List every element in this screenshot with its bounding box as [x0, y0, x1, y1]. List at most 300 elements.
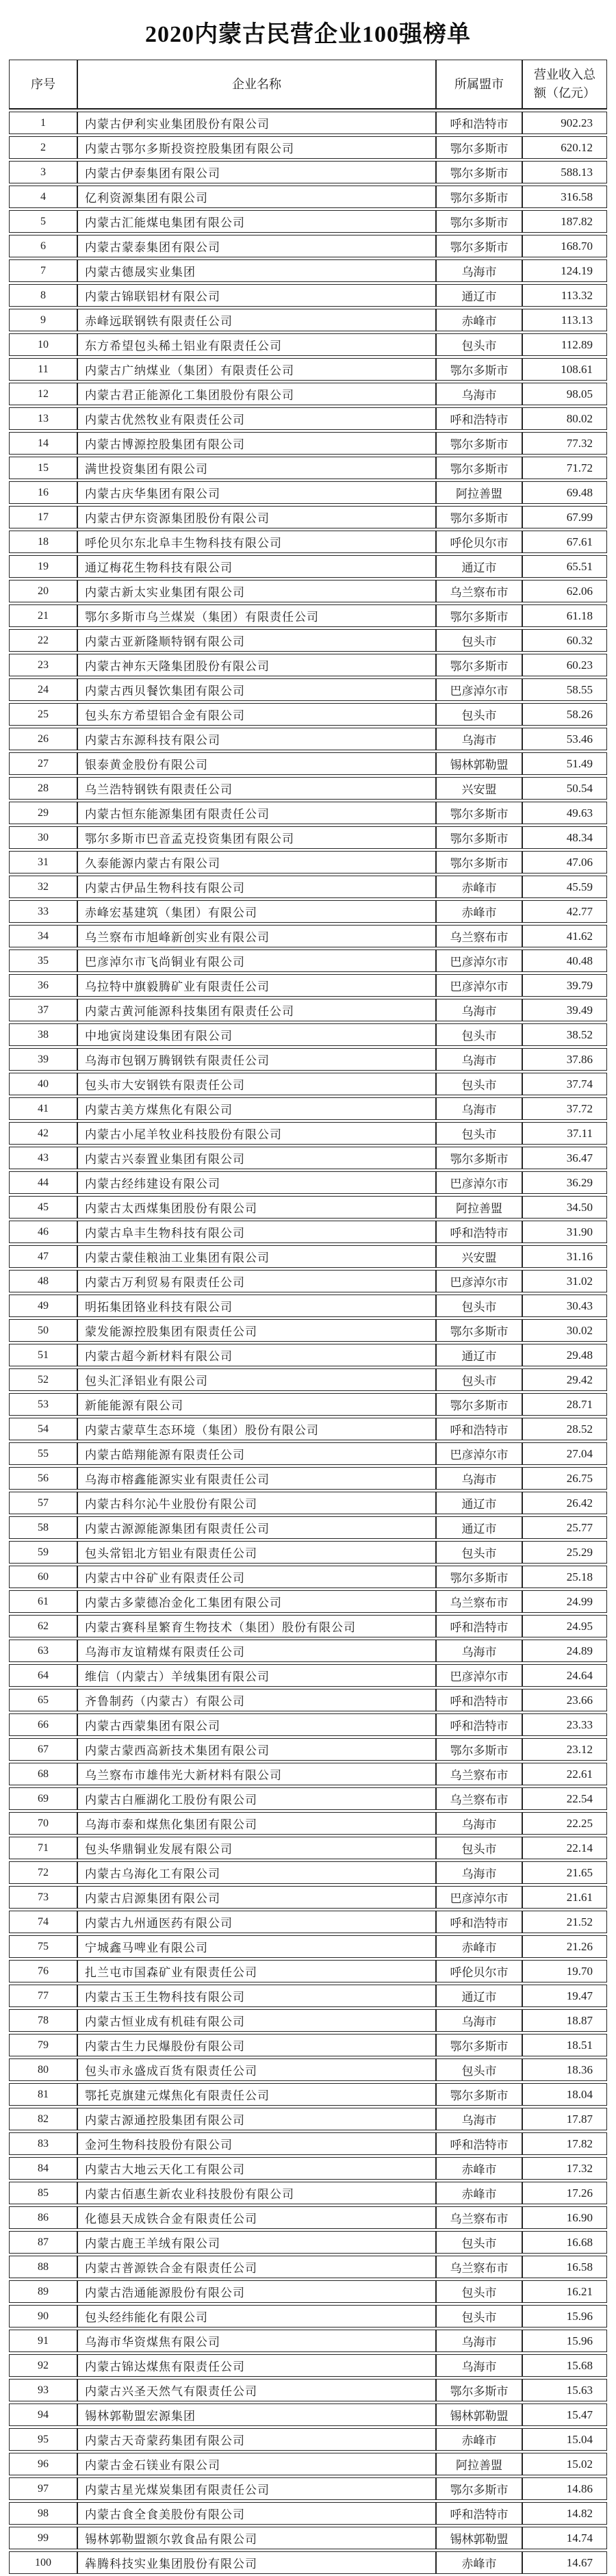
rank-cell: 8: [9, 284, 77, 307]
revenue-cell: 124.19: [522, 259, 607, 282]
rank-cell: 64: [9, 1664, 77, 1687]
revenue-cell: 316.58: [522, 186, 607, 208]
rank-cell: 96: [9, 2453, 77, 2475]
rank-cell: 39: [9, 1048, 77, 1071]
company-name-cell: 内蒙古科尔沁牛业股份有限公司: [77, 1492, 436, 1514]
revenue-cell: 69.48: [522, 481, 607, 504]
rank-cell: 68: [9, 1763, 77, 1785]
company-name-cell: 内蒙古阜丰生物科技有限公司: [77, 1221, 436, 1243]
city-cell: 呼和浩特市: [436, 407, 522, 430]
rank-cell: 93: [9, 2379, 77, 2401]
rank-cell: 16: [9, 481, 77, 504]
company-name-cell: 包头汇泽铝业有限公司: [77, 1368, 436, 1391]
city-cell: 鄂尔多斯市: [436, 1147, 522, 1169]
table-row: [9, 580, 607, 602]
rank-cell: 67: [9, 1738, 77, 1761]
table-row: [9, 2477, 607, 2500]
revenue-cell: 31.90: [522, 1221, 607, 1243]
company-name-cell: 包头常铝北方铝业有限责任公司: [77, 1541, 436, 1564]
company-name-cell: 内蒙古恒东能源集团有限责任公司: [77, 802, 436, 824]
city-cell: 乌海市: [436, 728, 522, 750]
table-row: [9, 629, 607, 652]
company-name-cell: 巴彦淖尔市飞尚铜业有限公司: [77, 949, 436, 972]
revenue-cell: 22.25: [522, 1812, 607, 1835]
revenue-cell: 28.52: [522, 1418, 607, 1440]
revenue-cell: 14.67: [522, 2551, 607, 2574]
revenue-cell: 23.33: [522, 1713, 607, 1736]
rank-cell: 12: [9, 383, 77, 405]
revenue-cell: 53.46: [522, 728, 607, 750]
company-name-cell: 亿利资源集团有限公司: [77, 186, 436, 208]
revenue-cell: 39.79: [522, 974, 607, 997]
company-name-cell: 内蒙古食全食美股份有限公司: [77, 2502, 436, 2525]
city-cell: 乌兰察布市: [436, 1787, 522, 1810]
company-name-cell: 内蒙古君正能源化工集团股份有限公司: [77, 383, 436, 405]
revenue-cell: 24.95: [522, 1615, 607, 1637]
rank-cell: 4: [9, 186, 77, 208]
rank-cell: 57: [9, 1492, 77, 1514]
company-name-cell: 包头华鼎铜业发展有限公司: [77, 1837, 436, 1859]
city-cell: 包头市: [436, 2058, 522, 2081]
company-name-cell: 赤峰宏基建筑（集团）有限公司: [77, 900, 436, 923]
rank-cell: 43: [9, 1147, 77, 1169]
revenue-cell: 15.96: [522, 2330, 607, 2352]
revenue-cell: 17.82: [522, 2132, 607, 2155]
city-cell: 乌海市: [436, 2108, 522, 2130]
revenue-cell: 17.26: [522, 2182, 607, 2204]
rank-cell: 47: [9, 1245, 77, 1268]
city-cell: 乌兰察布市: [436, 1763, 522, 1785]
company-name-cell: 内蒙古多蒙德冶金化工集团有限公司: [77, 1590, 436, 1613]
table-row: [9, 1787, 607, 1810]
city-cell: 锡林郭勒盟: [436, 2527, 522, 2549]
table-row: [9, 1689, 607, 1711]
company-name-cell: 内蒙古生力民爆股份有限公司: [77, 2034, 436, 2056]
revenue-cell: 58.55: [522, 678, 607, 701]
rank-cell: 5: [9, 210, 77, 233]
table-row: [9, 383, 607, 405]
revenue-cell: 41.62: [522, 925, 607, 947]
table-row: [9, 2330, 607, 2352]
table-row: [9, 851, 607, 873]
company-name-cell: 内蒙古西蒙集团有限公司: [77, 1713, 436, 1736]
table-row: [9, 752, 607, 775]
rank-cell: 1: [9, 112, 77, 134]
table-row: [9, 1073, 607, 1095]
company-name-cell: 内蒙古亚新隆顺特钢有限公司: [77, 629, 436, 652]
city-cell: 乌海市: [436, 1812, 522, 1835]
revenue-cell: 26.75: [522, 1467, 607, 1490]
revenue-cell: 18.51: [522, 2034, 607, 2056]
rank-cell: 3: [9, 161, 77, 183]
page-title: 2020内蒙古民营企业100强榜单: [145, 22, 471, 47]
table-row: [9, 1344, 607, 1366]
city-cell: 阿拉善盟: [436, 1196, 522, 1219]
company-name-cell: 内蒙古蒙西高新技术集团有限公司: [77, 1738, 436, 1761]
company-name-cell: 包头市永盛成百货有限责任公司: [77, 2058, 436, 2081]
table-row: [9, 210, 607, 233]
company-name-cell: 内蒙古兴泰置业集团有限公司: [77, 1147, 436, 1169]
city-cell: 包头市: [436, 2280, 522, 2303]
table-row: [9, 2009, 607, 2032]
table-row: [9, 2182, 607, 2204]
company-name-cell: 内蒙古小尾羊牧业科技股份有限公司: [77, 1122, 436, 1145]
table-row: [9, 2502, 607, 2525]
revenue-cell: 22.14: [522, 1837, 607, 1859]
table-row: [9, 457, 607, 479]
company-name-cell: 内蒙古兴圣天然气有限责任公司: [77, 2379, 436, 2401]
revenue-cell: 36.29: [522, 1171, 607, 1194]
city-cell: 鄂尔多斯市: [436, 802, 522, 824]
company-name-cell: 内蒙古经纬建设有限公司: [77, 1171, 436, 1194]
revenue-cell: 31.02: [522, 1270, 607, 1292]
city-cell: 呼和浩特市: [436, 1221, 522, 1243]
revenue-cell: 30.43: [522, 1295, 607, 1317]
company-name-cell: 内蒙古伊利实业集团股份有限公司: [77, 112, 436, 134]
company-name-cell: 宁城鑫马啤业有限公司: [77, 1935, 436, 1958]
rank-cell: 44: [9, 1171, 77, 1194]
rank-cell: 70: [9, 1812, 77, 1835]
company-name-cell: 内蒙古恒业成有机硅有限公司: [77, 2009, 436, 2032]
table-row: [9, 2083, 607, 2106]
rank-cell: 81: [9, 2083, 77, 2106]
company-name-cell: 银泰黄金股份有限公司: [77, 752, 436, 775]
table-row: [9, 1171, 607, 1194]
table-row: [9, 999, 607, 1021]
city-cell: 乌海市: [436, 1467, 522, 1490]
city-cell: 兴安盟: [436, 1245, 522, 1268]
city-cell: 鄂尔多斯市: [436, 851, 522, 873]
rank-cell: 29: [9, 802, 77, 824]
company-name-cell: 鄂尔多斯市巴音孟克投资集团有限公司: [77, 826, 436, 849]
company-name-cell: 久泰能源内蒙古有限公司: [77, 851, 436, 873]
rank-cell: 87: [9, 2231, 77, 2254]
company-name-cell: 内蒙古锦联铝材有限公司: [77, 284, 436, 307]
revenue-cell: 77.32: [522, 432, 607, 455]
city-cell: 乌海市: [436, 1048, 522, 1071]
table-row: [9, 1886, 607, 1909]
city-cell: 乌海市: [436, 1861, 522, 1884]
city-cell: 巴彦淖尔市: [436, 949, 522, 972]
rank-cell: 25: [9, 703, 77, 726]
table-row: [9, 358, 607, 381]
company-name-cell: 新能能源有限公司: [77, 1393, 436, 1416]
table-row: [9, 1861, 607, 1884]
table-row: [9, 1368, 607, 1391]
table-body: [9, 112, 607, 2574]
table-row: [9, 1812, 607, 1835]
table-row: [9, 1295, 607, 1317]
rank-cell: 37: [9, 999, 77, 1021]
company-name-cell: 内蒙古伊东资源集团股份有限公司: [77, 506, 436, 528]
city-cell: 包头市: [436, 1837, 522, 1859]
ranking-table: [9, 58, 607, 2576]
city-cell: 包头市: [436, 1023, 522, 1046]
revenue-cell: 23.66: [522, 1689, 607, 1711]
revenue-cell: 21.65: [522, 1861, 607, 1884]
city-cell: 鄂尔多斯市: [436, 506, 522, 528]
rank-cell: 6: [9, 235, 77, 257]
table-row: [9, 284, 607, 307]
revenue-cell: 37.86: [522, 1048, 607, 1071]
company-name-cell: 内蒙古金石镁业有限公司: [77, 2453, 436, 2475]
company-name-cell: 化德县天成铁合金有限责任公司: [77, 2206, 436, 2229]
city-cell: 阿拉善盟: [436, 481, 522, 504]
company-name-cell: 内蒙古皓翔能源有限责任公司: [77, 1442, 436, 1465]
city-cell: 鄂尔多斯市: [436, 654, 522, 676]
revenue-cell: 21.52: [522, 1911, 607, 1933]
rank-cell: 73: [9, 1886, 77, 1909]
company-name-cell: 乌海市包钢万腾钢铁有限责任公司: [77, 1048, 436, 1071]
city-cell: 锡林郭勒盟: [436, 2403, 522, 2426]
company-name-cell: 乌拉特中旗毅腾矿业有限责任公司: [77, 974, 436, 997]
revenue-cell: 17.32: [522, 2157, 607, 2180]
city-cell: 鄂尔多斯市: [436, 210, 522, 233]
rank-cell: 2: [9, 136, 77, 159]
company-name-cell: 内蒙古佰惠生新农业科技股份有限公司: [77, 2182, 436, 2204]
city-cell: 鄂尔多斯市: [436, 2083, 522, 2106]
table-row: [9, 1270, 607, 1292]
city-cell: 鄂尔多斯市: [436, 457, 522, 479]
company-name-cell: 内蒙古伊品生物科技有限公司: [77, 876, 436, 898]
table-row: [9, 1640, 607, 1662]
company-name-cell: 乌兰浩特钢铁有限责任公司: [77, 777, 436, 800]
city-cell: 呼和浩特市: [436, 2502, 522, 2525]
revenue-cell: 168.70: [522, 235, 607, 257]
city-cell: 通辽市: [436, 1344, 522, 1366]
rank-cell: 72: [9, 1861, 77, 1884]
company-name-cell: 内蒙古浩通能源股份有限公司: [77, 2280, 436, 2303]
company-name-cell: 内蒙古源源能源集团有限责任公司: [77, 1516, 436, 1539]
city-cell: 包头市: [436, 1368, 522, 1391]
revenue-cell: 14.82: [522, 2502, 607, 2525]
company-name-cell: 维信（内蒙古）羊绒集团有限公司: [77, 1664, 436, 1687]
table-row: [9, 1048, 607, 1071]
revenue-cell: 113.13: [522, 309, 607, 331]
company-name-cell: 乌海市友谊精煤有限责任公司: [77, 1640, 436, 1662]
city-cell: 鄂尔多斯市: [436, 358, 522, 381]
rank-cell: 54: [9, 1418, 77, 1440]
table-row: [9, 2527, 607, 2549]
rank-cell: 23: [9, 654, 77, 676]
rank-cell: 48: [9, 1270, 77, 1292]
table-row: [9, 925, 607, 947]
city-cell: 包头市: [436, 1541, 522, 1564]
rank-cell: 27: [9, 752, 77, 775]
revenue-cell: 30.02: [522, 1319, 607, 1342]
city-cell: 呼和浩特市: [436, 1713, 522, 1736]
table-row: [9, 1221, 607, 1243]
rank-cell: 84: [9, 2157, 77, 2180]
table-row: [9, 2428, 607, 2451]
city-cell: 乌海市: [436, 1640, 522, 1662]
revenue-cell: 37.11: [522, 1122, 607, 1145]
city-cell: 呼伦贝尔市: [436, 1960, 522, 1982]
revenue-cell: 34.50: [522, 1196, 607, 1219]
company-name-cell: 内蒙古美方煤焦化有限公司: [77, 1097, 436, 1120]
rank-cell: 31: [9, 851, 77, 873]
table-row: [9, 1960, 607, 1982]
revenue-cell: 51.49: [522, 752, 607, 775]
company-name-cell: 内蒙古黄河能源科技集团有限责任公司: [77, 999, 436, 1021]
rank-cell: 32: [9, 876, 77, 898]
city-cell: 锡林郭勒盟: [436, 752, 522, 775]
rank-cell: 40: [9, 1073, 77, 1095]
rank-cell: 21: [9, 604, 77, 627]
city-cell: 阿拉善盟: [436, 2453, 522, 2475]
rank-cell: 36: [9, 974, 77, 997]
company-name-cell: 内蒙古赛科星繁育生物技术（集团）股份有限公司: [77, 1615, 436, 1637]
company-name-cell: 呼伦贝尔东北阜丰生物科技有限公司: [77, 531, 436, 553]
rank-cell: 95: [9, 2428, 77, 2451]
rank-cell: 86: [9, 2206, 77, 2229]
revenue-cell: 15.02: [522, 2453, 607, 2475]
table-row: [9, 531, 607, 553]
company-name-cell: 内蒙古星光煤炭集团有限责任公司: [77, 2477, 436, 2500]
company-name-cell: 齐鲁制药（内蒙古）有限公司: [77, 1689, 436, 1711]
table-row: [9, 1566, 607, 1588]
revenue-cell: 16.68: [522, 2231, 607, 2254]
rank-cell: 60: [9, 1566, 77, 1588]
revenue-cell: 39.49: [522, 999, 607, 1021]
city-cell: 通辽市: [436, 284, 522, 307]
city-cell: 鄂尔多斯市: [436, 2034, 522, 2056]
revenue-cell: 49.63: [522, 802, 607, 824]
company-name-cell: 内蒙古超今新材料有限公司: [77, 1344, 436, 1366]
rank-cell: 18: [9, 531, 77, 553]
company-name-cell: 内蒙古万利贸易有限责任公司: [77, 1270, 436, 1292]
city-cell: 巴彦淖尔市: [436, 1171, 522, 1194]
rank-cell: 91: [9, 2330, 77, 2352]
city-cell: 乌兰察布市: [436, 1590, 522, 1613]
table-row: [9, 2132, 607, 2155]
rank-cell: 94: [9, 2403, 77, 2426]
table-row: [9, 1713, 607, 1736]
revenue-cell: 22.61: [522, 1763, 607, 1785]
rank-cell: 58: [9, 1516, 77, 1539]
company-name-cell: 乌海市泰和煤焦化集团有限公司: [77, 1812, 436, 1835]
table-row: [9, 802, 607, 824]
rank-cell: 10: [9, 333, 77, 356]
city-cell: 乌兰察布市: [436, 580, 522, 602]
city-cell: 巴彦淖尔市: [436, 974, 522, 997]
company-name-cell: 内蒙古蒙泰集团有限公司: [77, 235, 436, 257]
rank-cell: 92: [9, 2354, 77, 2377]
table-row: [9, 506, 607, 528]
revenue-cell: 45.59: [522, 876, 607, 898]
rank-cell: 99: [9, 2527, 77, 2549]
revenue-cell: 58.26: [522, 703, 607, 726]
company-name-cell: 包头市大安钢铁有限责任公司: [77, 1073, 436, 1095]
company-name-cell: 内蒙古德晟实业集团: [77, 259, 436, 282]
city-cell: 包头市: [436, 703, 522, 726]
revenue-cell: 36.47: [522, 1147, 607, 1169]
rank-cell: 49: [9, 1295, 77, 1317]
table-row: [9, 136, 607, 159]
revenue-cell: 25.77: [522, 1516, 607, 1539]
table-row: [9, 1738, 607, 1761]
company-name-cell: 内蒙古博源控股集团有限公司: [77, 432, 436, 455]
city-cell: 巴彦淖尔市: [436, 1886, 522, 1909]
rank-cell: 15: [9, 457, 77, 479]
company-name-cell: 内蒙古鄂尔多斯投资控股集团有限公司: [77, 136, 436, 159]
company-name-cell: 通辽梅花生物科技有限公司: [77, 555, 436, 578]
table-row: [9, 1319, 607, 1342]
city-cell: 包头市: [436, 2305, 522, 2328]
column-header-rank: 序号: [9, 60, 77, 110]
table-row: [9, 604, 607, 627]
revenue-cell: 62.06: [522, 580, 607, 602]
rank-cell: 90: [9, 2305, 77, 2328]
table-row: [9, 826, 607, 849]
rank-cell: 79: [9, 2034, 77, 2056]
company-name-cell: 乌兰察布市旭峰新创实业有限公司: [77, 925, 436, 947]
company-name-cell: 鄂托克旗建元煤焦化有限责任公司: [77, 2083, 436, 2106]
table-row: [9, 235, 607, 257]
table-row: [9, 2305, 607, 2328]
city-cell: 赤峰市: [436, 1935, 522, 1958]
city-cell: 赤峰市: [436, 876, 522, 898]
table-row: [9, 112, 607, 134]
rank-cell: 33: [9, 900, 77, 923]
city-cell: 包头市: [436, 333, 522, 356]
company-name-cell: 扎兰屯市国森矿业有限责任公司: [77, 1960, 436, 1982]
company-name-cell: 内蒙古蒙草生态环境（集团）股份有限公司: [77, 1418, 436, 1440]
company-name-cell: 乌兰察布市雄伟光大新材料有限公司: [77, 1763, 436, 1785]
company-name-cell: 包头东方希望铝合金有限公司: [77, 703, 436, 726]
rank-cell: 45: [9, 1196, 77, 1219]
company-name-cell: 内蒙古西贝餐饮集团有限公司: [77, 678, 436, 701]
rank-cell: 30: [9, 826, 77, 849]
revenue-cell: 21.26: [522, 1935, 607, 1958]
company-name-cell: 乌海市华资煤焦有限公司: [77, 2330, 436, 2352]
city-cell: 鄂尔多斯市: [436, 432, 522, 455]
revenue-cell: 15.96: [522, 2305, 607, 2328]
revenue-cell: 29.42: [522, 1368, 607, 1391]
city-cell: 乌兰察布市: [436, 2256, 522, 2278]
city-cell: 呼和浩特市: [436, 1689, 522, 1711]
city-cell: 鄂尔多斯市: [436, 1393, 522, 1416]
table-row: [9, 2157, 607, 2180]
rank-cell: 78: [9, 2009, 77, 2032]
city-cell: 乌兰察布市: [436, 925, 522, 947]
city-cell: 乌海市: [436, 2330, 522, 2352]
company-name-cell: 蒙发能源控股集团有限责任公司: [77, 1319, 436, 1342]
company-name-cell: 内蒙古东源科技有限公司: [77, 728, 436, 750]
revenue-cell: 588.13: [522, 161, 607, 183]
company-name-cell: 满世投资集团有限公司: [77, 457, 436, 479]
rank-cell: 85: [9, 2182, 77, 2204]
city-cell: 鄂尔多斯市: [436, 2477, 522, 2500]
table-row: [9, 2453, 607, 2475]
revenue-cell: 65.51: [522, 555, 607, 578]
revenue-cell: 620.12: [522, 136, 607, 159]
rank-cell: 11: [9, 358, 77, 381]
table-row: [9, 2354, 607, 2377]
revenue-cell: 38.52: [522, 1023, 607, 1046]
rank-cell: 55: [9, 1442, 77, 1465]
table-row: [9, 974, 607, 997]
table-row: [9, 949, 607, 972]
revenue-cell: 28.71: [522, 1393, 607, 1416]
city-cell: 包头市: [436, 2231, 522, 2254]
company-name-cell: 内蒙古神东天隆集团股份有限公司: [77, 654, 436, 676]
rank-cell: 61: [9, 1590, 77, 1613]
company-name-cell: 鄂尔多斯市乌兰煤炭（集团）有限责任公司: [77, 604, 436, 627]
table-row: [9, 876, 607, 898]
company-name-cell: 内蒙古汇能煤电集团有限公司: [77, 210, 436, 233]
revenue-cell: 15.68: [522, 2354, 607, 2377]
